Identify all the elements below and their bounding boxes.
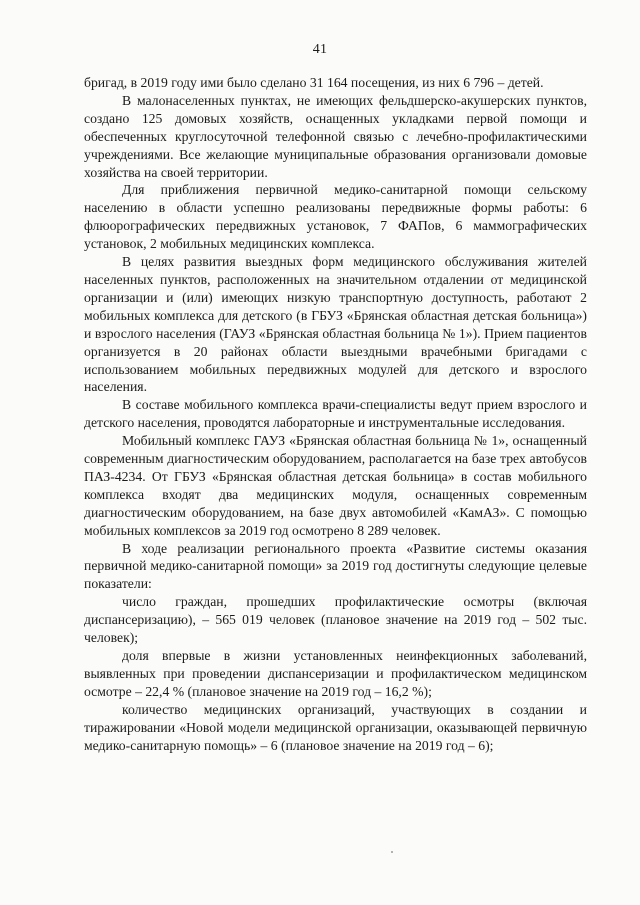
paragraph-2: В малонаселенных пунктах, не имеющих фельдшерско-акушерских пунктов, создано 125 домовых хозяйств, оснащенных укладками первой помощи и обеспеченных круглосуточной телефонной связью с лечебно-профилактическими учреждениями. Все желающие муниципальные образования организовали домовые хозяйства на своей территории. bbox=[84, 92, 587, 180]
paragraph-4: В целях развития выездных форм медицинского обслуживания жителей населенных пунктов, расположенных на значительном отдалении от медицинской организации и (или) имеющих низкую транспортную доступность, работают 2 мобильных комплекса для детского (в ГБУЗ «Брянская областная детская больница») и взрослого населения (ГАУЗ «Брянская областная больница № 1»). Прием пациентов организуется в 20 районах области выездными врачебными бригадами с использованием мобильных передвижных модулей для детского и взрослого населения. bbox=[84, 254, 587, 395]
paragraph-10: количество медицинских организаций, участвующих в создании и тиражировании «Новой модели медицинской организации, оказывающей первичную медико-санитарную помощь» – 6 (плановое значение на 2019 год – 6); bbox=[84, 701, 587, 753]
paragraph-6: Мобильный комплекс ГАУЗ «Брянская областная больница № 1», оснащенный современным диагностическим оборудованием, располагается на базе трех автобусов ПАЗ-4234. От ГБУЗ «Брянская областная детская больница» в состав мобильного комплекса входят два медицинских модуля, оснащенных современным диагностическим оборудованием, на базе двух автомобилей «КамАЗ». С помощью мобильных комплексов за 2019 год осмотрено 8 289 человек. bbox=[84, 433, 587, 538]
page-body bbox=[84, 74, 587, 754]
page-number: 41 bbox=[312, 42, 328, 57]
paragraph-7: В ходе реализации регионального проекта «Развитие системы оказания первичной медико-санитарной помощи» за 2019 год достигнуты следующие целевые показатели: bbox=[84, 540, 587, 592]
paragraph-5: В составе мобильного комплекса врачи-специалисты ведут прием взрослого и детского населения, проводятся лабораторные и инструментальные исследования. bbox=[84, 397, 587, 431]
paragraph-9: доля впервые в жизни установленных неинфекционных заболеваний, выявленных при проведении диспансеризации и профилактическом медицинском осмотре – 22,4 % (плановое значение на 2019 год – 16,2 %); bbox=[84, 648, 587, 699]
paragraph-3: Для приближения первичной медико-санитарной помощи сельскому населению в области успешно реализованы передвижные формы работы: 6 флюорографических передвижных установок, 7 ФАПов, 6 маммографических установок, 2 мобильных медицинских комплекса. bbox=[84, 182, 587, 252]
scan-speck bbox=[391, 851, 393, 853]
paragraph-1: бригад, в 2019 году ими было сделано 31 164 посещения, из них 6 796 – детей. bbox=[84, 75, 544, 90]
paragraph-8: число граждан, прошедших профилактические осмотры (включая диспансеризацию), – 565 019 человек (плановое значение на 2019 год – 502 тыс. человек); bbox=[84, 594, 587, 646]
